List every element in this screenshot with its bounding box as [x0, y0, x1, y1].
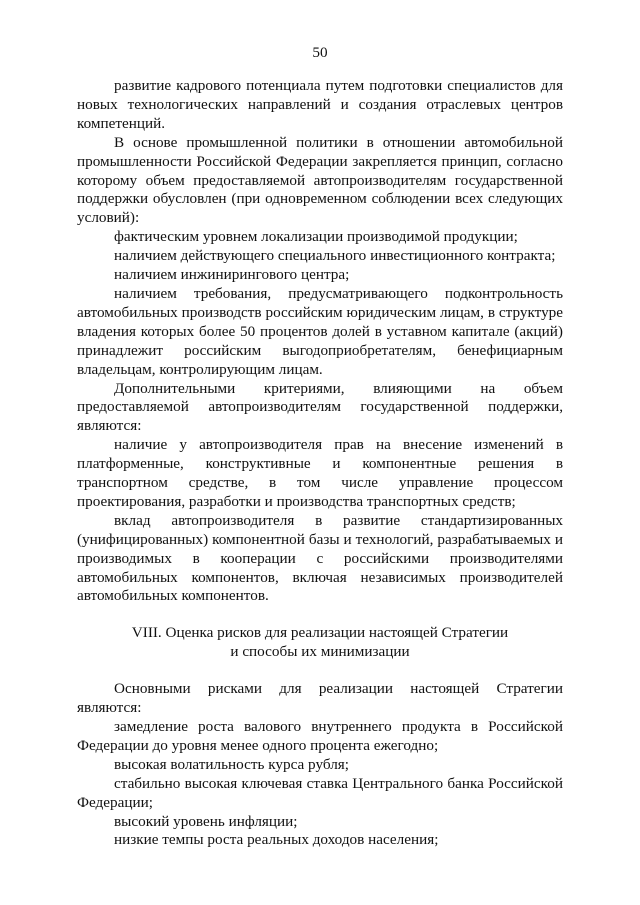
paragraph: Дополнительными критериями, влияющими на объем предоставляемой автопроизводителям государственной поддержки, являются: — [77, 379, 563, 435]
list-item: высокий уровень инфляции; — [114, 812, 298, 830]
list-item: наличием инжинирингового центра; — [114, 266, 350, 284]
paragraph: Основными рисками для реализации настоящей Стратегии являются: — [77, 680, 563, 717]
section-heading-line: и способы их минимизации — [230, 643, 410, 661]
paragraph: В основе промышленной политики в отношении автомобильной промышленности Российской Федерации закрепляется принцип, согласно которому объем предоставляемой автопроизводителям государственной поддержки обусловлен (при одновременном соблюдении всех следующих условий): — [77, 133, 563, 227]
list-item: вклад автопроизводителя в развитие стандартизированных (унифицированных) компонентной базы и технологий, разрабатываемых и производимых в кооперации с российскими производителями автомобильных компонентов, включая независимых производителей автомобильных компонентов. — [77, 511, 563, 605]
list-item: фактическим уровнем локализации производимой продукции; — [114, 228, 518, 246]
list-item: наличием требования, предусматривающего подконтрольность автомобильных производств российским юридическим лицам, в структуре владения которых более 50 процентов долей в уставном капитале (акций) принадлежит российским выгодоприобретателям, бенефициарным владельцам, контролирующим лицам. — [77, 284, 563, 378]
list-item: низкие темпы роста реальных доходов населения; — [114, 831, 439, 849]
list-item: высокая волатильность курса рубля; — [114, 755, 349, 773]
page-number: 50 — [312, 44, 328, 61]
spacer — [77, 606, 563, 624]
list-item: замедление роста валового внутреннего продукта в Российской Федерации до уровня менее одного процента ежегодно; — [77, 718, 563, 754]
spacer — [77, 662, 563, 680]
paragraph: развитие кадрового потенциала путем подготовки специалистов для новых технологических направлений и создания отраслевых центров компетенций. — [77, 77, 563, 132]
document-body — [77, 77, 563, 850]
list-item: наличие у автопроизводителя прав на внесение изменений в платформенные, конструктивные и компонентные решения в транспортном средстве, в том числе управление процессом проектирования, разработки и производства транспортных средств; — [77, 436, 563, 510]
section-heading — [77, 624, 563, 662]
list-item: стабильно высокая ключевая ставка Центрального банка Российской Федерации; — [77, 774, 563, 811]
section-heading-line: VIII. Оценка рисков для реализации настоящей Стратегии — [131, 624, 509, 642]
list-item: наличием действующего специального инвестиционного контракта; — [114, 247, 556, 265]
